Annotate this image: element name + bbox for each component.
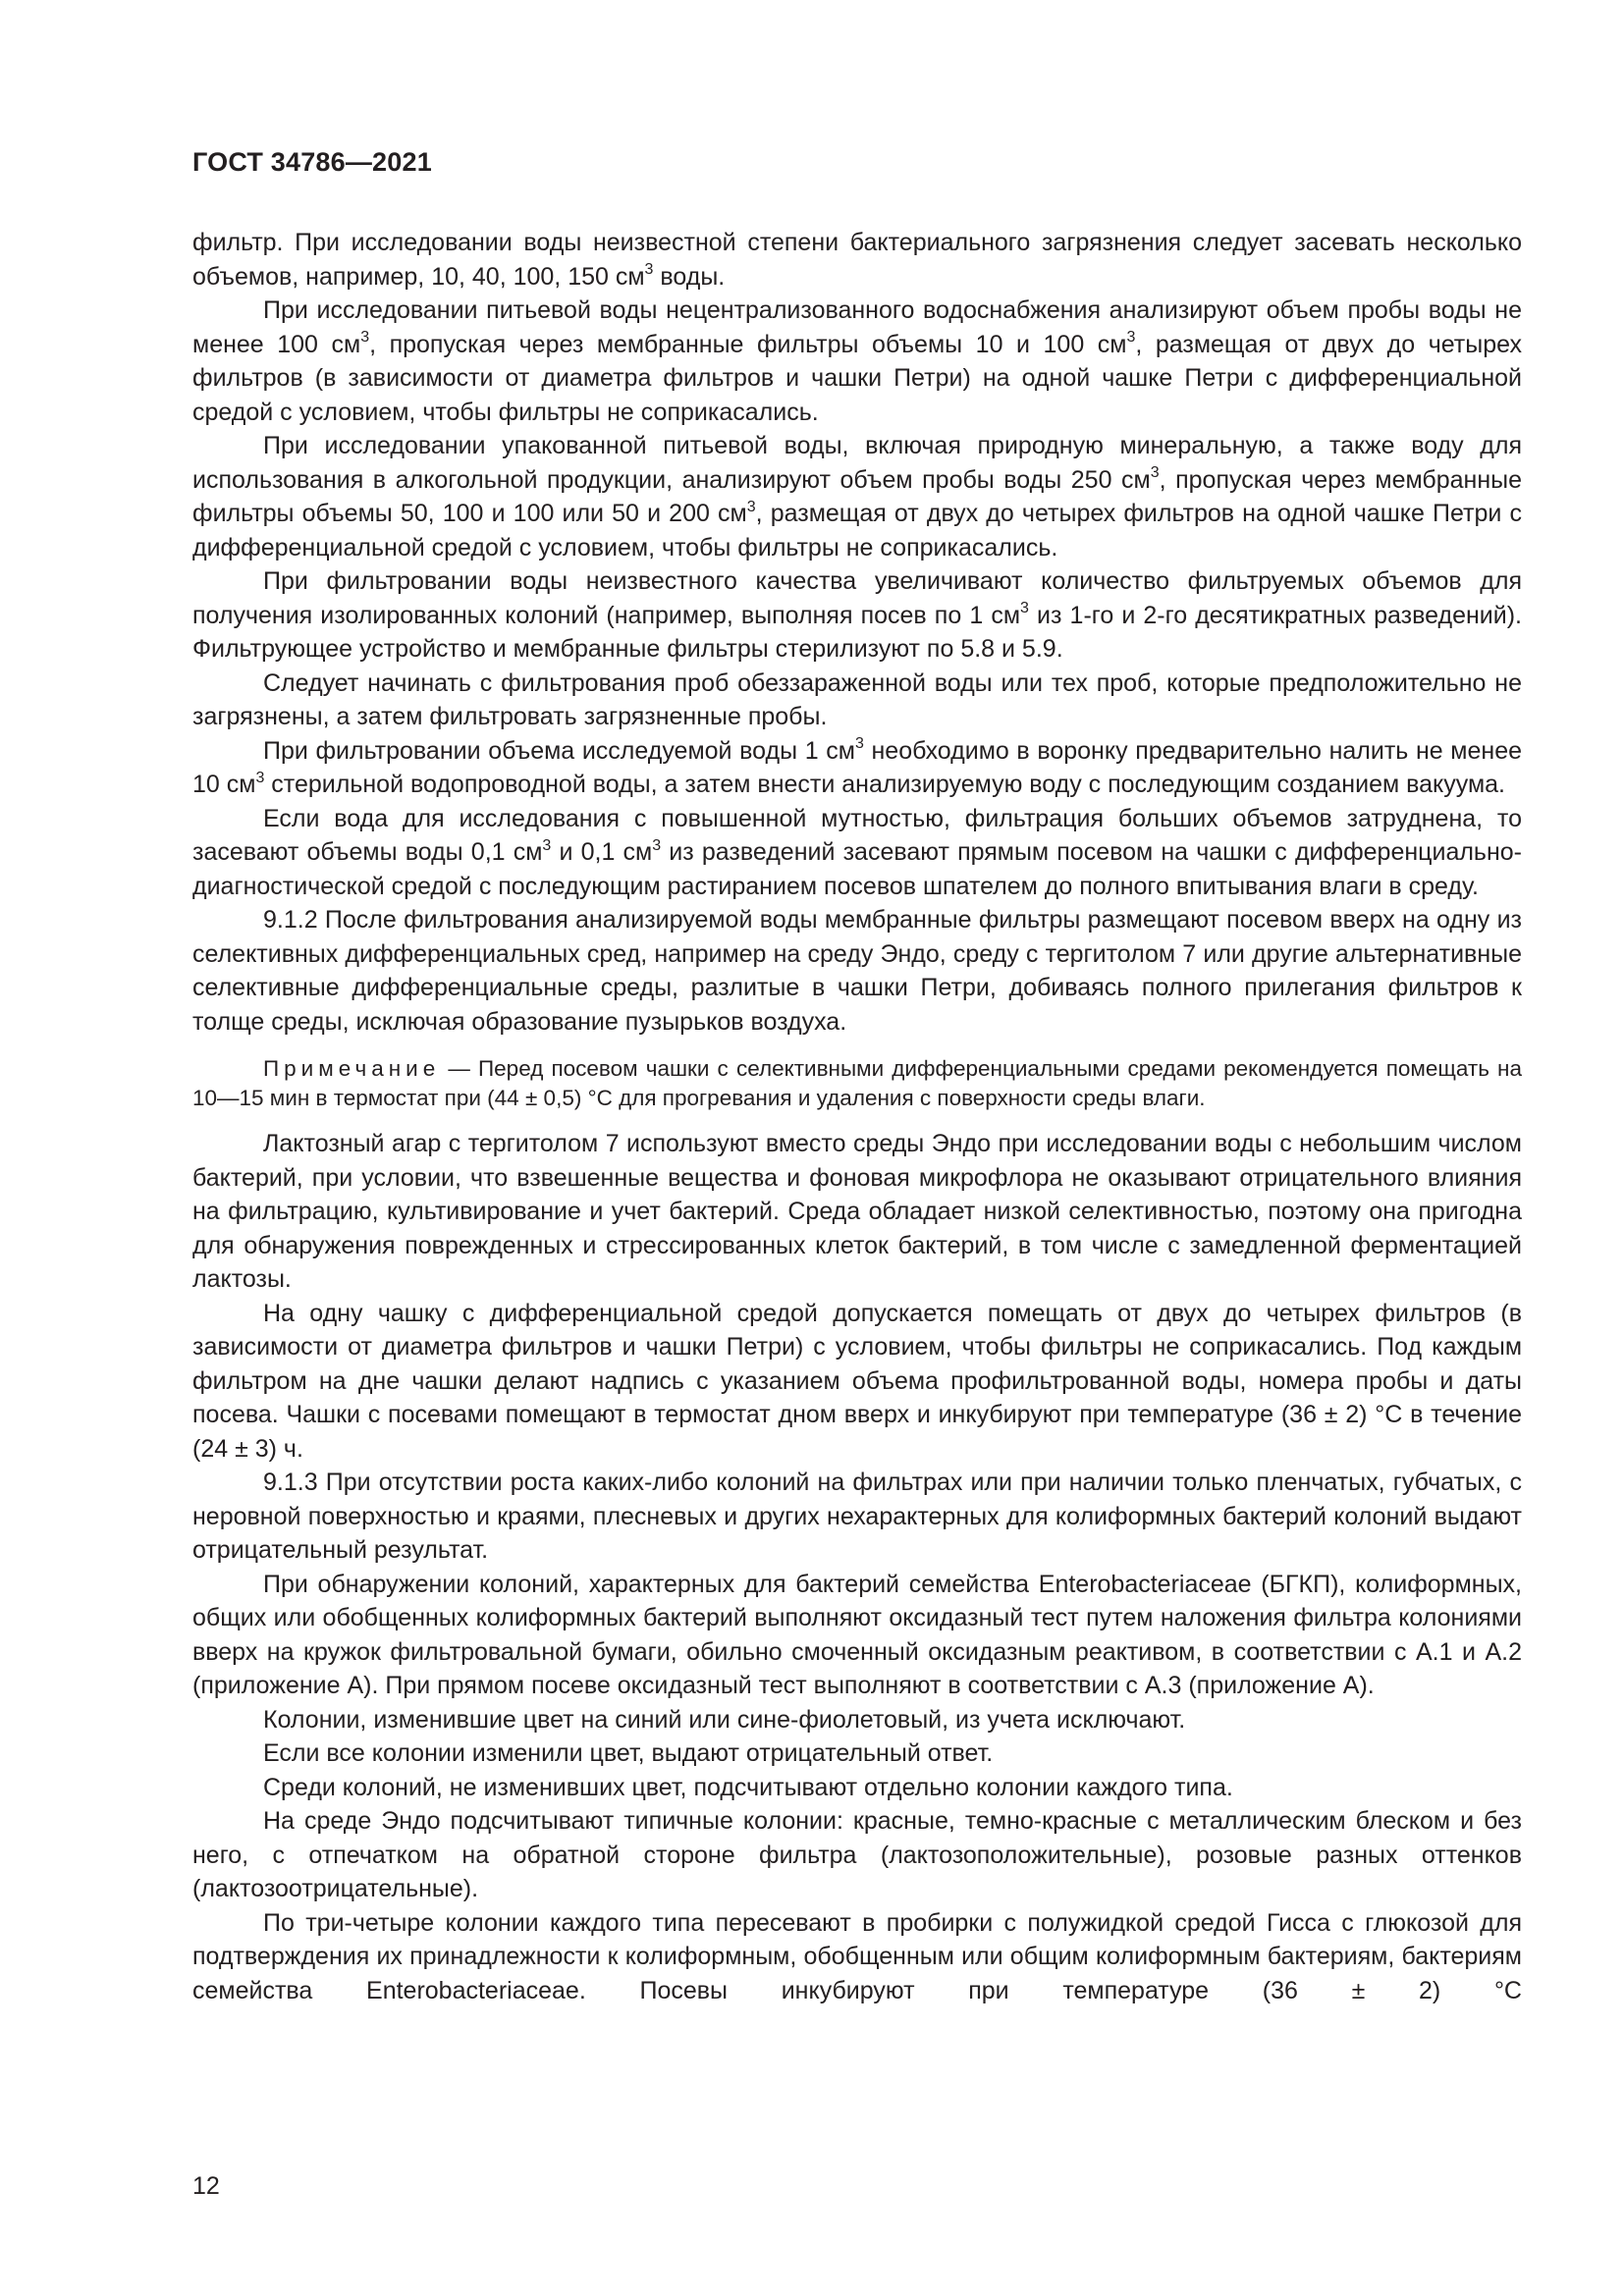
note-text: — Перед посевом чашки с селективными дифференциальными средами рекомендуется помещать на 10—15 мин в термостат при (44 ± 0,5) °С для прогревания и удаления с поверхности среды влаги. [192,1056,1522,1110]
superscript: 3 [1150,464,1160,482]
text-run: Лактозный агар с тергитолом 7 используют вместо среды Эндо при исследовании воды с небольшим числом бактерий, при условии, что взвешенные вещества и фоновая микрофлора не оказывают отрицательного влияния на фильтрацию, культивирование и учет бактерий. Среда обладает низкой селективностью, поэтому она пригодна для обнаружения поврежденных и стрессированных клеток бактерий, в том числе с замедленной ферментацией лактозы. [192,1130,1522,1293]
text-run: необходимо в воронку предварительно налить не менее 10 см [192,736,1522,798]
superscript: 3 [746,498,756,515]
text-run: При исследовании питьевой воды нецентрализованного водоснабжения анализируют объем пробы воды не менее 100 см [192,296,1522,358]
text-run: и 0,1 см [551,838,653,866]
paragraph [192,1771,1522,1805]
text-run: фильтр. При исследовании воды неизвестной степени бактериального загрязнения следует засевать несколько объемов, например, 10, 40, 100, 150 см [192,229,1522,291]
paragraph [192,903,1522,1039]
note [192,1054,1522,1113]
body-text [192,226,1522,2007]
superscript: 3 [1020,600,1029,617]
paragraph [192,667,1522,734]
text-run: , размещая от двух до четырех фильтров на одной чашке Петри с дифференциальной средой с условием, чтобы фильтры не соприкасались. [192,500,1522,561]
superscript: 3 [652,836,662,854]
text-run: , пропуская через мембранные фильтры объемы 10 и 100 см [369,330,1127,358]
paragraph [192,1906,1522,2008]
paragraph [192,1736,1522,1771]
text-run: 9.1.2 После фильтрования анализируемой воды мембранные фильтры размещают посевом вверх на одну из селективных дифференциальных сред, например на среду Эндо, среду с тергитолом 7 или другие альтернативные селективные дифференциальные среды, разлитые в чашки Петри, добиваясь полного прилегания фильтров к толще среды, исключая образование пузырьков воздуха. [192,906,1522,1036]
text-run: По три-четыре колонии каждого типа пересевают в пробирки с полужидкой средой Гисса с глюкозой для подтверждения их принадлежности к колиформным, обобщенным или общим колиформным бактериям, бактериям семейства Enterobacteriaceae. Посевы инкубируют при температуре (36 ± 2) °С [192,1908,1522,2004]
text-run: стерильной водопроводной воды, а затем внести анализируемую воду с последующим созданием вакуума. [264,771,1505,798]
superscript: 3 [854,735,864,753]
paragraph [192,1466,1522,1568]
text-run: На одну чашку с дифференциальной средой допускается помещать от двух до четырех фильтров (в зависимости от диаметра фильтров и чашки Петри) с условием, чтобы фильтры не соприкасались. Под каждым фильтром на дне чашки делают надпись с указанием объема профильтрованной воды, номера пробы и даты посева. Чашки с посевами помещают в термостат дном вверх и инкубируют при температуре (36 ± 2) °С в течение (24 ± 3) ч. [192,1299,1522,1463]
paragraphs-after-note [192,1127,1522,2007]
text-run: воды. [653,262,726,291]
text-run: Следует начинать с фильтрования проб обеззараженной воды или тех проб, которые предположительно не загрязнены, а затем фильтровать загрязненные пробы. [192,668,1522,730]
paragraph [192,1297,1522,1467]
paragraph [192,429,1522,564]
paragraph [192,734,1522,802]
text-run: из 1-го и 2-го десятикратных разведений). Фильтрующее устройство и мембранные фильтры стерилизуют по 5.8 и 5.9. [192,601,1522,663]
superscript: 3 [542,836,552,854]
text-run: Если вода для исследования с повышенной мутностью, фильтрация больших объемов затруднена, то засевают объемы воды 0,1 см [192,804,1522,866]
paragraph [192,1703,1522,1737]
text-run: При обнаружении колоний, характерных для бактерий семейства Enterobacteriaceae (БГКП), колиформных, общих или обобщенных колиформных бактерий выполняют оксидазный тест путем наложения фильтра колониями вверх на кружок фильтровальной бумаги, обильно смоченный оксидазным реактивом, в соответствии с А.1 и А.2 (приложение А). При прямом посеве оксидазный тест выполняют в соответствии с А.3 (приложение А). [192,1570,1522,1699]
text-run: На среде Эндо подсчитывают типичные колонии: красные, темно-красные с металлическим блеском и без него, с отпечатком на обратной стороне фильтра (лактозоположительные), розовые разных оттенков (лактозоотрицательные). [192,1807,1522,1902]
paragraph [192,802,1522,904]
text-run: Среди колоний, не изменивших цвет, подсчитывают отдельно колонии каждого типа. [263,1773,1233,1801]
paragraph [192,564,1522,667]
superscript: 3 [255,769,265,786]
paragraph [192,1804,1522,1906]
paragraph [192,1127,1522,1297]
text-run: Если все колонии изменили цвет, выдают отрицательный ответ. [263,1739,994,1767]
text-run: из разведений засевают прямым посевом на чашки с дифференциально-диагностической средой с последующим растиранием посевов шпателем до полного впитывания влаги в среду. [192,838,1522,900]
superscript: 3 [360,329,370,347]
paragraphs-before-note [192,226,1522,1039]
superscript: 3 [644,261,654,279]
paragraph [192,1568,1522,1703]
text-run: , размещая от двух до четырех фильтров (в зависимости от диаметра фильтров и чашки Петри) на одной чашке Петри с дифференциальной средой с условием, чтобы фильтры не соприкасались. [192,330,1522,426]
text-run: При фильтровании воды неизвестного качества увеличивают количество фильтруемых объемов для получения изолированных колоний (например, выполняя посев по 1 см [192,567,1522,629]
document-header: ГОСТ 34786—2021 [192,147,432,177]
paragraph [192,226,1522,294]
text-run: При фильтровании объема исследуемой воды 1 см [263,736,855,765]
text-run: При исследовании упакованной питьевой воды, включая природную минеральную, а также воду для использования в алкогольной продукции, анализируют объем пробы воды 250 см [192,432,1522,494]
text-run: Колонии, изменившие цвет на синий или сине-фиолетовый, из учета исключают. [263,1705,1186,1734]
text-run: , пропуская через мембранные фильтры объемы 50, 100 и 100 или 50 и 200 см [192,465,1522,527]
paragraph [192,294,1522,429]
page-number: 12 [192,2172,220,2200]
superscript: 3 [1126,329,1136,347]
note-label: Примечание [263,1056,441,1081]
text-run: 9.1.3 При отсутствии роста каких-либо колоний на фильтрах или при наличии только пленчатых, губчатых, с неровной поверхностью и краями, плесневых и других нехарактерных для колиформных бактерий колоний выдают отрицательный результат. [192,1468,1522,1564]
